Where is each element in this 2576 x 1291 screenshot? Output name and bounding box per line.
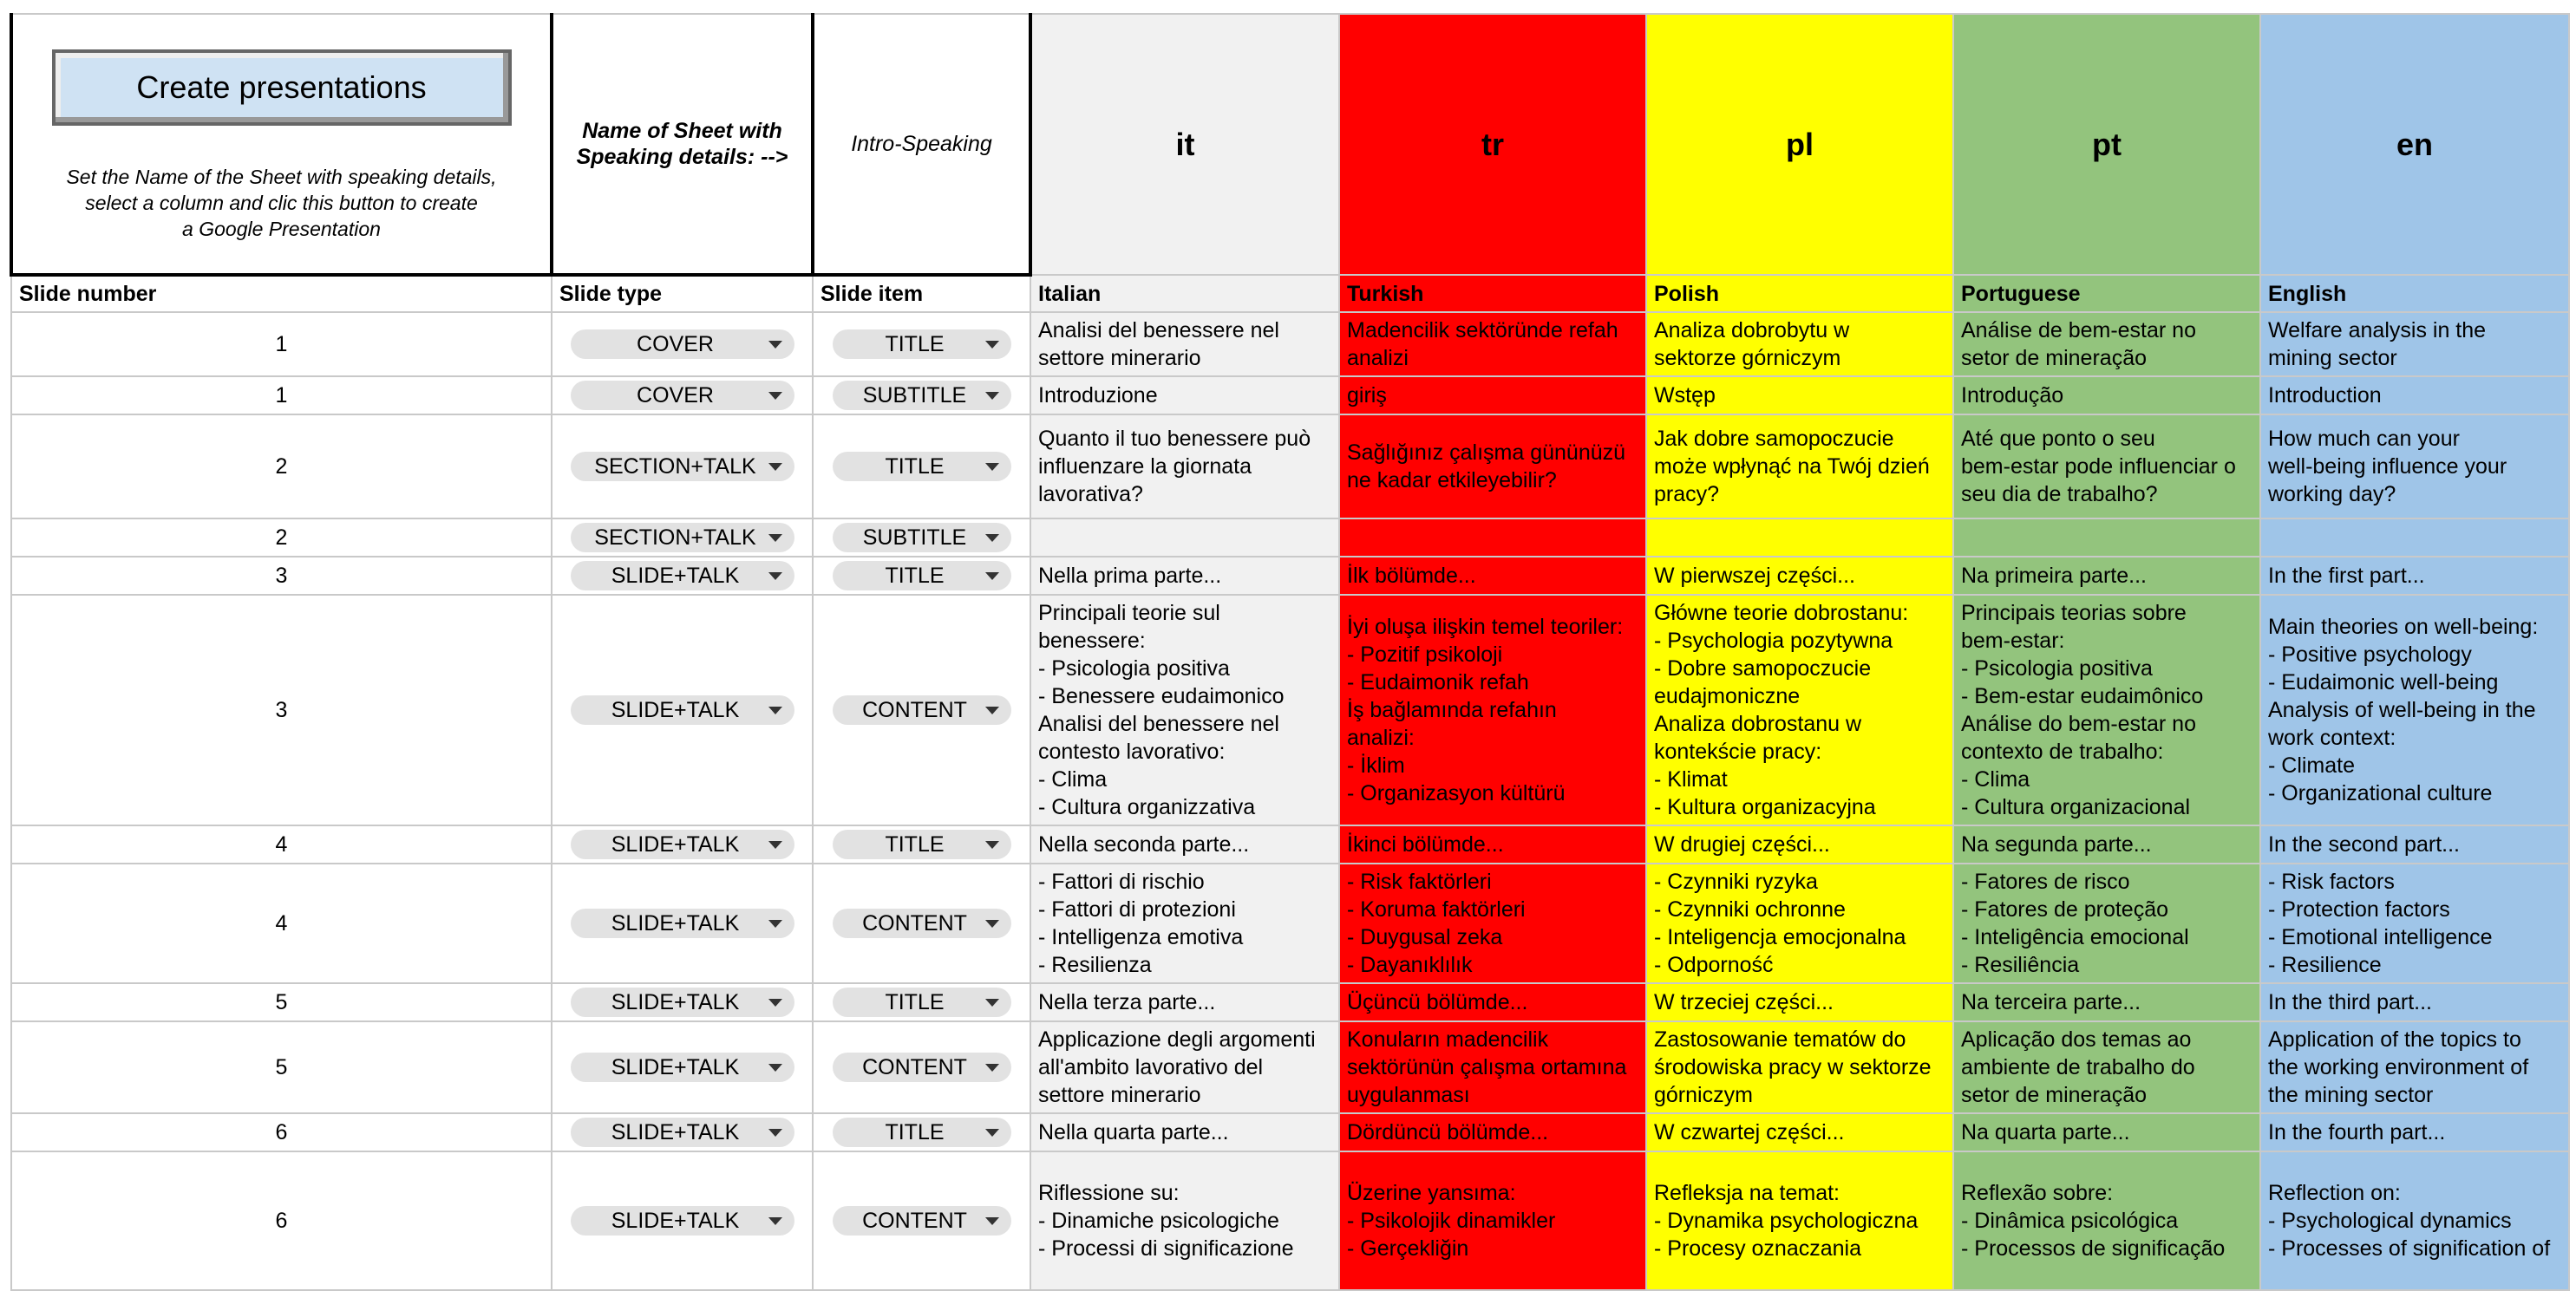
translation-cell-pt[interactable]: Principais teorias sobre bem-estar: - Psicologia positiva - Bem-estar eudaimônico Análise do bem-estar no contexto de trabalho: - Clima - Cultura organizacional <box>1953 595 2260 825</box>
translation-cell-en[interactable]: In the first part... <box>2260 557 2569 595</box>
table-row <box>11 312 2569 376</box>
lang-code-pl: pl <box>1646 14 1953 275</box>
translation-cell-tr[interactable]: Madencilik sektöründe refah analizi <box>1339 312 1646 376</box>
slide-number-cell: 5 <box>11 1021 552 1113</box>
dropdown-caret-icon[interactable] <box>985 707 999 714</box>
translation-cell-pt[interactable]: Aplicação dos temas ao ambiente de trabalho do setor de mineração <box>1953 1021 2260 1113</box>
translation-cell-tr[interactable]: giriş <box>1339 376 1646 414</box>
translation-cell-it[interactable]: Applicazione degli argomenti all'ambito lavorativo del settore minerario <box>1030 1021 1339 1113</box>
table-row <box>11 983 2569 1021</box>
dropdown-caret-icon[interactable] <box>768 841 782 849</box>
slide-type-dropdown[interactable] <box>571 1206 794 1236</box>
slide-number-cell: 4 <box>11 864 552 983</box>
slide-item-dropdown[interactable] <box>833 1118 1011 1147</box>
slide-type-value: SLIDE+TALK <box>611 911 740 936</box>
column-header-turkish: Turkish <box>1339 275 1646 312</box>
slide-type-cell <box>552 557 813 595</box>
translation-cell-pl[interactable]: Analiza dobrobytu w sektorze górniczym <box>1646 312 1953 376</box>
table-row <box>11 557 2569 595</box>
slide-type-dropdown[interactable] <box>571 561 794 590</box>
translation-cell-en[interactable]: How much can your well-being influence your working day? <box>2260 414 2569 518</box>
translation-cell-pt[interactable]: Análise de bem-estar no setor de mineração <box>1953 312 2260 376</box>
translation-cell-pt[interactable]: - Fatores de risco - Fatores de proteção - Inteligência emocional - Resiliência <box>1953 864 2260 983</box>
slide-type-cell <box>552 518 813 557</box>
dropdown-caret-icon[interactable] <box>985 463 999 471</box>
slide-type-cell <box>552 825 813 864</box>
translation-cell-it[interactable]: Principali teorie sul benessere: - Psicologia positiva - Benessere eudaimonico Analisi del benessere nel contesto lavorativo: - Clima - Cultura organizzativa <box>1030 595 1339 825</box>
translation-cell-pt[interactable]: Na terceira parte... <box>1953 983 2260 1021</box>
slide-item-cell <box>813 414 1030 518</box>
slide-item-dropdown[interactable] <box>833 830 1011 859</box>
slide-type-dropdown[interactable] <box>571 909 794 938</box>
translation-cell-pl[interactable] <box>1646 518 1953 557</box>
translation-cell-tr[interactable]: - Risk faktörleri - Koruma faktörleri - Duygusal zeka - Dayanıklılık <box>1339 864 1646 983</box>
translation-cell-pl[interactable]: W drugiej części... <box>1646 825 1953 864</box>
slide-number-cell: 6 <box>11 1151 552 1290</box>
slide-item-value: SUBTITLE <box>862 383 967 408</box>
slide-type-value: SLIDE+TALK <box>611 1055 740 1079</box>
lang-code-tr: tr <box>1339 14 1646 275</box>
table-row <box>11 825 2569 864</box>
slide-number-cell: 2 <box>11 518 552 557</box>
slide-type-cell <box>552 1113 813 1151</box>
translation-cell-en[interactable]: Introduction <box>2260 376 2569 414</box>
dropdown-caret-icon[interactable] <box>985 1129 999 1137</box>
slide-item-cell <box>813 983 1030 1021</box>
slides-table <box>10 13 2570 1291</box>
slide-number-cell: 4 <box>11 825 552 864</box>
slide-type-cell <box>552 595 813 825</box>
translation-cell-pl[interactable]: Refleksja na temat: - Dynamika psychologiczna - Procesy oznaczania <box>1646 1151 1953 1290</box>
slide-item-cell <box>813 376 1030 414</box>
translation-cell-pl[interactable]: - Czynniki ryzyka - Czynniki ochronne - Inteligencja emocjonalna - Odporność <box>1646 864 1953 983</box>
translation-cell-en[interactable]: Welfare analysis in the mining sector <box>2260 312 2569 376</box>
slide-type-cell <box>552 1151 813 1290</box>
dropdown-caret-icon[interactable] <box>768 1064 782 1072</box>
slide-item-cell <box>813 1021 1030 1113</box>
dropdown-caret-icon[interactable] <box>985 392 999 400</box>
slide-item-value: CONTENT <box>862 911 967 936</box>
slide-type-value: SLIDE+TALK <box>611 832 740 857</box>
dropdown-caret-icon[interactable] <box>768 572 782 580</box>
translation-cell-it[interactable]: Nella seconda parte... <box>1030 825 1339 864</box>
slide-item-dropdown[interactable] <box>833 1206 1011 1236</box>
button-instructions: Set the Name of the Sheet with speaking details, select a column and clic this button to create a Google Presentation <box>66 166 497 240</box>
slide-item-value: CONTENT <box>862 698 967 722</box>
slide-type-cell <box>552 983 813 1021</box>
slide-item-cell <box>813 557 1030 595</box>
column-header-portuguese: Portuguese <box>1953 275 2260 312</box>
slide-item-dropdown[interactable] <box>833 329 1011 359</box>
translation-cell-it[interactable] <box>1030 518 1339 557</box>
slide-type-value: SLIDE+TALK <box>611 564 740 588</box>
dropdown-caret-icon[interactable] <box>768 1217 782 1225</box>
dropdown-caret-icon[interactable] <box>768 920 782 928</box>
slide-type-dropdown[interactable] <box>571 523 794 552</box>
slide-item-value: SUBTITLE <box>862 525 967 550</box>
translation-cell-pl[interactable]: W pierwszej części... <box>1646 557 1953 595</box>
slide-type-dropdown[interactable] <box>571 381 794 410</box>
dropdown-caret-icon[interactable] <box>985 920 999 928</box>
slide-type-value: COVER <box>637 383 714 408</box>
slide-type-cell <box>552 376 813 414</box>
slide-item-value: TITLE <box>885 1120 945 1144</box>
dropdown-caret-icon[interactable] <box>768 341 782 349</box>
slide-type-dropdown[interactable] <box>571 329 794 359</box>
dropdown-caret-icon[interactable] <box>985 1064 999 1072</box>
slide-type-dropdown[interactable] <box>571 1118 794 1147</box>
dropdown-caret-icon[interactable] <box>768 999 782 1007</box>
slide-type-cell <box>552 1021 813 1113</box>
translation-cell-en[interactable]: Reflection on: - Psychological dynamics - Processes of signification of <box>2260 1151 2569 1290</box>
translation-cell-pt[interactable]: Reflexão sobre: - Dinâmica psicológica - Processos de significação <box>1953 1151 2260 1290</box>
translation-cell-pl[interactable]: Wstęp <box>1646 376 1953 414</box>
slide-item-cell <box>813 1151 1030 1290</box>
translation-cell-it[interactable]: Analisi del benessere nel settore minerario <box>1030 312 1339 376</box>
slide-type-dropdown[interactable] <box>571 830 794 859</box>
lang-code-pt: pt <box>1953 14 2260 275</box>
slide-type-dropdown[interactable] <box>571 1053 794 1082</box>
dropdown-caret-icon[interactable] <box>768 1129 782 1137</box>
translation-cell-pt[interactable]: Até que ponto o seu bem-estar pode influenciar o seu dia de trabalho? <box>1953 414 2260 518</box>
slide-item-dropdown[interactable] <box>833 695 1011 725</box>
slide-number-cell: 1 <box>11 376 552 414</box>
translation-cell-pl[interactable]: Jak dobre samopoczucie może wpłynąć na Twój dzień pracy? <box>1646 414 1953 518</box>
slide-type-cell <box>552 864 813 983</box>
dropdown-caret-icon[interactable] <box>768 707 782 714</box>
lang-code-it: it <box>1030 14 1339 275</box>
translation-cell-en[interactable] <box>2260 518 2569 557</box>
translation-cell-tr[interactable]: İkinci bölümde... <box>1339 825 1646 864</box>
column-header-italian: Italian <box>1030 275 1339 312</box>
dropdown-caret-icon[interactable] <box>985 841 999 849</box>
translation-cell-tr[interactable]: Üçüncü bölümde... <box>1339 983 1646 1021</box>
dropdown-caret-icon[interactable] <box>985 341 999 349</box>
translation-cell-pt[interactable]: Na primeira parte... <box>1953 557 2260 595</box>
slide-item-value: TITLE <box>885 564 945 588</box>
translation-cell-pt[interactable] <box>1953 518 2260 557</box>
translation-cell-pl[interactable]: Główne teorie dobrostanu: - Psychologia pozytywna - Dobre samopoczucie eudajmoniczne Analiza dobrostanu w kontekście pracy: - Klimat - Kultura organizacyjna <box>1646 595 1953 825</box>
translation-cell-en[interactable]: In the second part... <box>2260 825 2569 864</box>
dropdown-caret-icon[interactable] <box>768 392 782 400</box>
slide-item-dropdown[interactable] <box>833 561 1011 590</box>
slide-type-value: SLIDE+TALK <box>611 698 740 722</box>
table-row <box>11 595 2569 825</box>
table-row <box>11 414 2569 518</box>
slide-type-value: COVER <box>637 332 714 356</box>
table-row <box>11 1151 2569 1290</box>
dropdown-caret-icon[interactable] <box>985 534 999 542</box>
slide-type-dropdown[interactable] <box>571 695 794 725</box>
slide-type-value: SECTION+TALK <box>594 454 756 479</box>
translation-cell-en[interactable]: - Risk factors - Protection factors - Emotional intelligence - Resilience <box>2260 864 2569 983</box>
table-row <box>11 1113 2569 1151</box>
translation-cell-tr[interactable]: Dördüncü bölümde... <box>1339 1113 1646 1151</box>
dropdown-caret-icon[interactable] <box>768 463 782 471</box>
slide-number-cell: 5 <box>11 983 552 1021</box>
slide-type-value: SECTION+TALK <box>594 525 756 550</box>
column-header-row <box>11 275 2569 312</box>
translation-cell-tr[interactable]: Sağlığınız çalışma gününüzü ne kadar etkileyebilir? <box>1339 414 1646 518</box>
translation-cell-it[interactable]: - Fattori di rischio - Fattori di protezioni - Intelligenza emotiva - Resilienza <box>1030 864 1339 983</box>
dropdown-caret-icon[interactable] <box>985 572 999 580</box>
create-button-cell <box>11 14 552 275</box>
translation-cell-en[interactable]: Application of the topics to the working environment of the mining sector <box>2260 1021 2569 1113</box>
translation-cell-pt[interactable]: Introdução <box>1953 376 2260 414</box>
column-header-slide-type: Slide type <box>552 275 813 312</box>
column-header-english: English <box>2260 275 2569 312</box>
column-header-slide-number: Slide number <box>11 275 552 312</box>
sheet-name-label: Name of Sheet with Speaking details: --> <box>552 14 813 275</box>
slide-item-value: CONTENT <box>862 1055 967 1079</box>
translation-cell-en[interactable]: In the fourth part... <box>2260 1113 2569 1151</box>
translation-cell-tr[interactable]: İlk bölümde... <box>1339 557 1646 595</box>
slide-number-cell: 2 <box>11 414 552 518</box>
sheet-name-value[interactable]: Intro-Speaking <box>813 14 1030 275</box>
slide-item-dropdown[interactable] <box>833 523 1011 552</box>
slide-item-value: TITLE <box>885 832 945 857</box>
slide-type-dropdown[interactable] <box>571 988 794 1017</box>
slide-item-cell <box>813 595 1030 825</box>
create-presentations-button[interactable]: Create presentations <box>52 49 512 126</box>
table-row <box>11 518 2569 557</box>
slide-number-cell: 1 <box>11 312 552 376</box>
dropdown-caret-icon[interactable] <box>985 999 999 1007</box>
table-row <box>11 1021 2569 1113</box>
table-row <box>11 376 2569 414</box>
translation-cell-pl[interactable]: W trzeciej części... <box>1646 983 1953 1021</box>
translation-cell-tr[interactable]: Konuların madencilik sektörünün çalışma ortamına uygulanması <box>1339 1021 1646 1113</box>
translation-cell-it[interactable]: Nella prima parte... <box>1030 557 1339 595</box>
slide-number-cell: 3 <box>11 557 552 595</box>
slide-number-cell: 3 <box>11 595 552 825</box>
column-header-polish: Polish <box>1646 275 1953 312</box>
column-header-slide-item: Slide item <box>813 275 1030 312</box>
slide-item-cell <box>813 825 1030 864</box>
slide-item-cell <box>813 518 1030 557</box>
slide-item-dropdown[interactable] <box>833 909 1011 938</box>
translation-cell-it[interactable]: Riflessione su: - Dinamiche psicologiche - Processi di significazione <box>1030 1151 1339 1290</box>
translation-cell-en[interactable]: Main theories on well-being: - Positive psychology - Eudaimonic well-being Analysis of well-being in the work context: - Climate - Organizational culture <box>2260 595 2569 825</box>
slide-item-dropdown[interactable] <box>833 1053 1011 1082</box>
translation-cell-tr[interactable]: İyi oluşa ilişkin temel teoriler: - Pozitif psikoloji - Eudaimonik refah İş bağlamında refahın analizi: - İklim - Organizasyon kültürü <box>1339 595 1646 825</box>
dropdown-caret-icon[interactable] <box>985 1217 999 1225</box>
translation-cell-pl[interactable]: Zastosowanie tematów do środowiska pracy w sektorze górniczym <box>1646 1021 1953 1113</box>
slide-type-value: SLIDE+TALK <box>611 1209 740 1233</box>
slide-item-value: TITLE <box>885 454 945 479</box>
translation-cell-pt[interactable]: Na segunda parte... <box>1953 825 2260 864</box>
slide-item-value: TITLE <box>885 332 945 356</box>
slide-number-cell: 6 <box>11 1113 552 1151</box>
slide-type-dropdown[interactable] <box>571 452 794 481</box>
lang-code-en: en <box>2260 14 2569 275</box>
translation-cell-it[interactable]: Nella terza parte... <box>1030 983 1339 1021</box>
slide-item-cell <box>813 312 1030 376</box>
slide-item-dropdown[interactable] <box>833 988 1011 1017</box>
slide-type-cell <box>552 312 813 376</box>
translation-cell-pt[interactable]: Na quarta parte... <box>1953 1113 2260 1151</box>
translation-cell-tr[interactable]: Üzerine yansıma: - Psikolojik dinamikler - Gerçekliğin <box>1339 1151 1646 1290</box>
translation-cell-it[interactable]: Quanto il tuo benessere può influenzare la giornata lavorativa? <box>1030 414 1339 518</box>
translation-cell-tr[interactable] <box>1339 518 1646 557</box>
table-row <box>11 864 2569 983</box>
slide-item-cell <box>813 864 1030 983</box>
slide-item-value: CONTENT <box>862 1209 967 1233</box>
slide-item-cell <box>813 1113 1030 1151</box>
slide-type-cell <box>552 414 813 518</box>
slide-item-dropdown[interactable] <box>833 381 1011 410</box>
slide-type-value: SLIDE+TALK <box>611 1120 740 1144</box>
dropdown-caret-icon[interactable] <box>768 534 782 542</box>
slide-item-dropdown[interactable] <box>833 452 1011 481</box>
control-row <box>11 14 2569 275</box>
translation-cell-pl[interactable]: W czwartej części... <box>1646 1113 1953 1151</box>
slide-type-value: SLIDE+TALK <box>611 990 740 1014</box>
slide-item-value: TITLE <box>885 990 945 1014</box>
translation-cell-it[interactable]: Introduzione <box>1030 376 1339 414</box>
translation-cell-en[interactable]: In the third part... <box>2260 983 2569 1021</box>
translation-cell-it[interactable]: Nella quarta parte... <box>1030 1113 1339 1151</box>
